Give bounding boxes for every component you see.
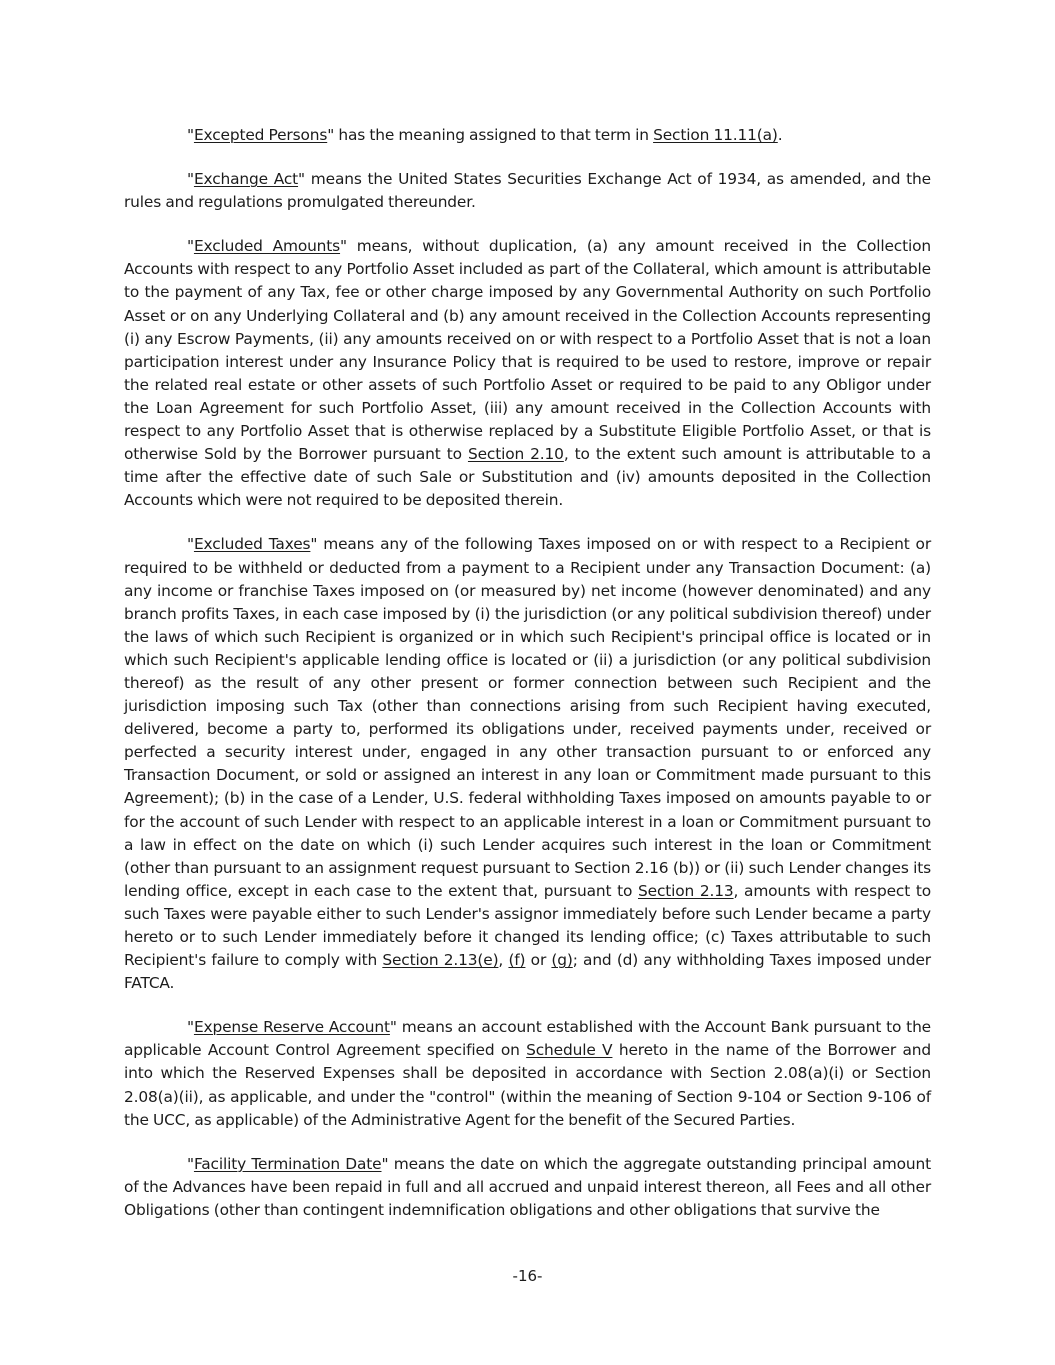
text-segment: , [498,951,509,970]
defined-term: Excluded Taxes [193,535,311,554]
document-body [124,124,931,1243]
schedule-reference: Schedule V [526,1041,613,1060]
text-segment: " [187,237,194,256]
text-segment: " [187,1154,194,1173]
defined-term: Excluded Amounts [193,237,341,256]
section-reference: Section 2.13(e) [382,951,499,970]
definition-facility-termination-date [124,1153,931,1222]
defined-term: Expense Reserve Account [193,1018,390,1037]
text-segment: " [187,1018,194,1037]
text-segment: . [777,126,783,144]
defined-term: Exchange Act [193,170,299,189]
page-number: -16- [512,1267,543,1285]
definition-excluded-amounts [124,235,931,512]
text-segment: , amounts with respect to such Taxes were payable either to such Lender's assignor immediately before such Lender became a party hereto or to such Lender immediately before it changed its lending office; (c) Taxes attributable to such Recipient's failure to comply with [124,881,931,970]
text-segment: " [187,535,194,554]
section-reference: Section 2.13 [638,881,734,900]
definition-expense-reserve-account [124,1016,931,1131]
text-segment: " means an account established with the Account Bank pursuant to the applicable Account Control Agreement specified on [124,1018,931,1060]
text-segment: or [525,951,552,970]
text-segment: " [187,126,194,144]
text-segment: " means the date on which the aggregate outstanding principal amount of the Advances have been repaid in full and all accrued and unpaid interest thereon, all Fees and all other Obligations (other than contingent indemnification obligations and other obligations that survive the [124,1154,931,1219]
definition-excepted-persons [124,124,931,147]
text-segment: , to the extent such amount is attributable to a time after the effective date of such Sale or Substitution and (iv) amounts deposited in the Collection Accounts which were not required to be deposited therein. [124,445,931,510]
definition-excluded-taxes [124,533,931,995]
text-segment: " [187,170,194,189]
section-reference: Section 11.11(a) [653,126,778,144]
defined-term: Excepted Persons [193,126,328,144]
section-reference: (g) [551,951,573,970]
section-reference: Section 2.10 [467,445,564,464]
text-segment: " means the United States Securities Exchange Act of 1934, as amended, and the rules and regulations promulgated thereunder. [124,170,931,212]
defined-term: Facility Termination Date [193,1154,382,1173]
text-segment: " has the meaning assigned to that term in [327,126,654,144]
text-segment: " means any of the following Taxes imposed on or with respect to a Recipient or required to be withheld or deducted from a payment to a Recipient under any Transaction Document: (a) any income or franchise Taxes imposed on (or measured by) net income (however denominated) and any branch profits Taxes, in each case imposed by (i) the jurisdiction (or any political subdivision thereof) under the laws of which such Recipient is organized or in which such Recipient's principal office is located or in which such Recipient's applicable lending office is located or (ii) a jurisdiction (or any political subdivision thereof) as the result of any other present or former connection between such Recipient and the jurisdiction imposing such Tax (other than connections arising from such Recipient having executed, delivered, become a party to, performed its obligations under, received payments under, received or perfected a security interest under, engaged in any other transaction pursuant to or enforced any Transaction Document, or sold or assigned an interest in any loan or Commitment made pursuant to this Agreement); (b) in the case of a Lender, U.S. federal withholding Taxes imposed on amounts payable to or for the account of such Lender with respect to an applicable interest in a loan or Commitment pursuant to a law in effect on the date on which (i) such Lender acquires such interest in the loan or Commitment (other than pursuant to an assignment request pursuant to Section 2.16 (b)) or (ii) such Lender changes its lending office, except in each case to the extent that, pursuant to [124,535,932,900]
definition-exchange-act [124,168,931,214]
text-segment: " means, without duplication, (a) any amount received in the Collection Accounts with respect to any Portfolio Asset included as part of the Collateral, which amount is attributable to the payment of any Tax, fee or other charge imposed by any Governmental Authority on such Portfolio Asset or on any Underlying Collateral and (b) any amount received in the Collection Accounts representing (i) any Escrow Payments, (ii) any amounts received on or with respect to a Portfolio Asset that is not a loan participation interest under any Insurance Policy that is required to be used to restore, improve or repair the related real estate or other assets of such Portfolio Asset or required to be paid to any Obligor under the Loan Agreement for such Portfolio Asset, (iii) any amount received in the Collection Accounts with respect to any Portfolio Asset that is otherwise replaced by a Substitute Eligible Portfolio Asset, or that is otherwise Sold by the Borrower pursuant to [124,237,931,464]
text-segment: hereto in the name of the Borrower and into which the Reserved Expenses shall be deposited in accordance with Section 2.08(a)(i) or Section 2.08(a)(ii), as applicable, and under the "control" (within the meaning of Section 9-104 or Section 9-106 of the UCC, as applicable) of the Administrative Agent for the benefit of the Secured Parties. [124,1041,931,1129]
section-reference: (f) [508,951,526,970]
text-segment: ; and (d) any withholding Taxes imposed under FATCA. [124,951,931,993]
